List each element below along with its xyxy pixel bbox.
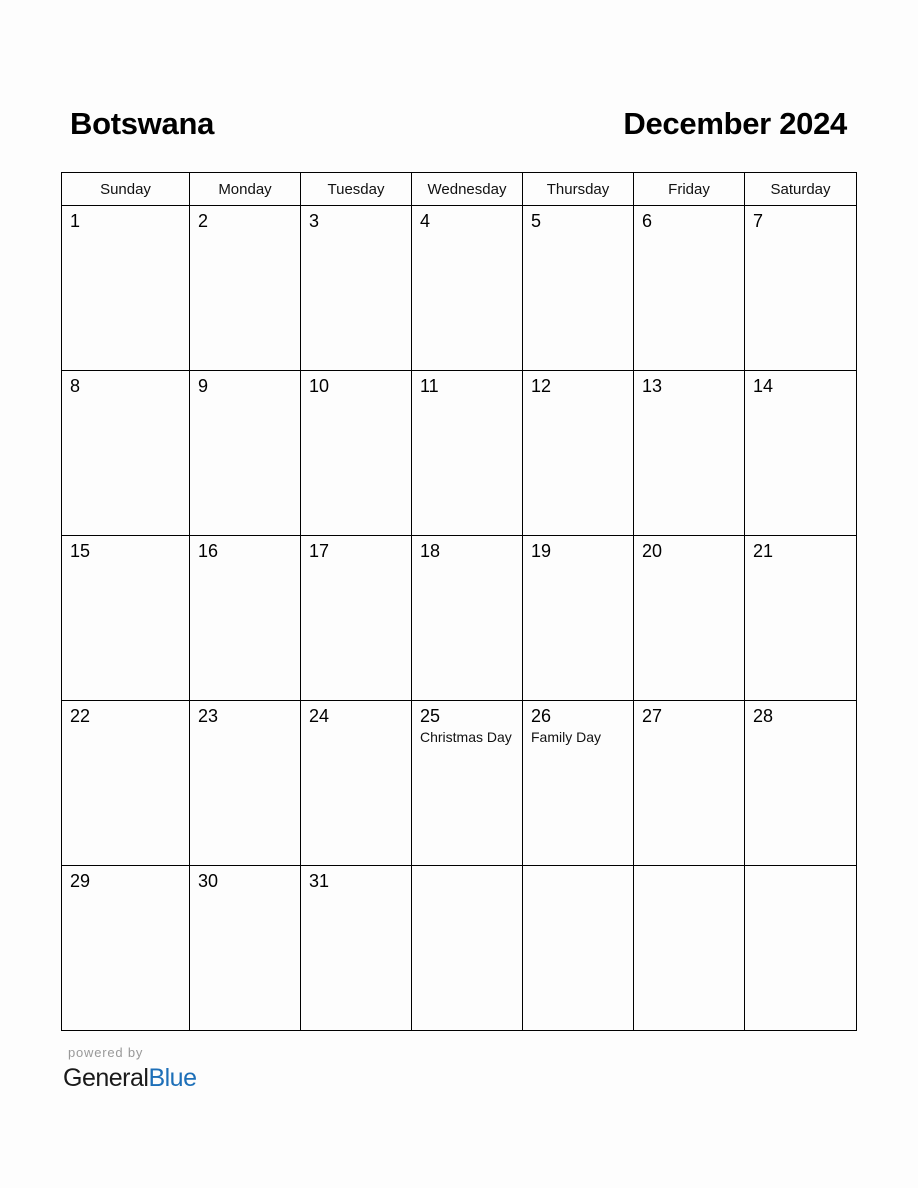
day-cell <box>523 206 634 371</box>
weekday-header-thursday: Thursday <box>523 173 634 206</box>
day-number: 29 <box>70 871 91 891</box>
day-number: 17 <box>309 541 330 561</box>
day-number: 13 <box>642 376 663 396</box>
day-number: 24 <box>309 706 330 726</box>
powered-by-label: powered by <box>68 1045 144 1060</box>
week-row <box>62 701 857 866</box>
day-cell <box>412 206 523 371</box>
day-cell <box>301 536 412 701</box>
day-cell <box>634 371 745 536</box>
day-cell <box>62 206 190 371</box>
day-cell <box>190 701 301 866</box>
day-cell <box>301 866 412 1031</box>
empty-day-cell <box>523 866 634 1031</box>
day-cell <box>523 701 634 866</box>
day-cell <box>412 371 523 536</box>
weekday-header-sunday: Sunday <box>62 173 190 206</box>
day-cell <box>523 371 634 536</box>
day-cell <box>412 536 523 701</box>
day-number: 22 <box>70 706 91 726</box>
day-number: 3 <box>309 211 320 231</box>
day-cell <box>190 866 301 1031</box>
day-number: 12 <box>531 376 552 396</box>
day-number: 21 <box>753 541 774 561</box>
week-row <box>62 536 857 701</box>
weekday-header-monday: Monday <box>190 173 301 206</box>
day-number: 8 <box>70 376 81 396</box>
week-row <box>62 866 857 1031</box>
day-number: 9 <box>198 376 209 396</box>
day-number: 31 <box>309 871 330 891</box>
empty-day-cell <box>412 866 523 1031</box>
day-number: 18 <box>420 541 441 561</box>
day-number: 28 <box>753 706 774 726</box>
day-number: 5 <box>531 211 542 231</box>
day-cell <box>190 371 301 536</box>
day-number: 19 <box>531 541 552 561</box>
day-number: 20 <box>642 541 663 561</box>
weekday-header-row <box>62 173 857 206</box>
country-title: Botswana <box>70 106 215 141</box>
day-cell <box>301 701 412 866</box>
weekday-header-tuesday: Tuesday <box>301 173 412 206</box>
brand-logo-part2: Blue <box>148 1064 197 1092</box>
day-cell <box>634 206 745 371</box>
holiday-label: Christmas Day <box>420 729 512 745</box>
day-number: 30 <box>198 871 219 891</box>
day-number: 27 <box>642 706 663 726</box>
calendar-grid <box>61 172 857 1031</box>
day-cell <box>412 701 523 866</box>
day-cell <box>190 206 301 371</box>
week-row <box>62 206 857 371</box>
day-cell <box>745 536 857 701</box>
day-cell <box>523 536 634 701</box>
week-row <box>62 371 857 536</box>
day-cell <box>62 371 190 536</box>
day-cell <box>62 866 190 1031</box>
day-number: 4 <box>420 211 431 231</box>
day-number: 10 <box>309 376 330 396</box>
day-number: 15 <box>70 541 91 561</box>
day-number: 11 <box>420 376 439 396</box>
holiday-label: Family Day <box>531 729 602 745</box>
day-cell <box>301 206 412 371</box>
month-title: December 2024 <box>623 106 847 141</box>
day-cell <box>745 371 857 536</box>
weekday-header-wednesday: Wednesday <box>412 173 523 206</box>
brand-logo <box>63 1062 197 1094</box>
day-cell <box>634 701 745 866</box>
day-number: 25 <box>420 706 441 726</box>
day-number: 14 <box>753 376 774 396</box>
day-number: 16 <box>198 541 219 561</box>
day-number: 23 <box>198 706 219 726</box>
day-cell <box>634 536 745 701</box>
day-number: 26 <box>531 706 552 726</box>
empty-day-cell <box>634 866 745 1031</box>
day-cell <box>301 371 412 536</box>
day-number: 7 <box>753 211 764 231</box>
calendar-body <box>62 206 857 1031</box>
weekday-header-friday: Friday <box>634 173 745 206</box>
day-cell <box>62 536 190 701</box>
day-cell <box>745 206 857 371</box>
day-cell <box>745 701 857 866</box>
day-number: 1 <box>70 211 81 231</box>
day-cell <box>62 701 190 866</box>
weekday-header-saturday: Saturday <box>745 173 857 206</box>
day-number: 2 <box>198 211 209 231</box>
day-cell <box>190 536 301 701</box>
empty-day-cell <box>745 866 857 1031</box>
day-number: 6 <box>642 211 653 231</box>
brand-logo-part1: General <box>63 1064 149 1092</box>
